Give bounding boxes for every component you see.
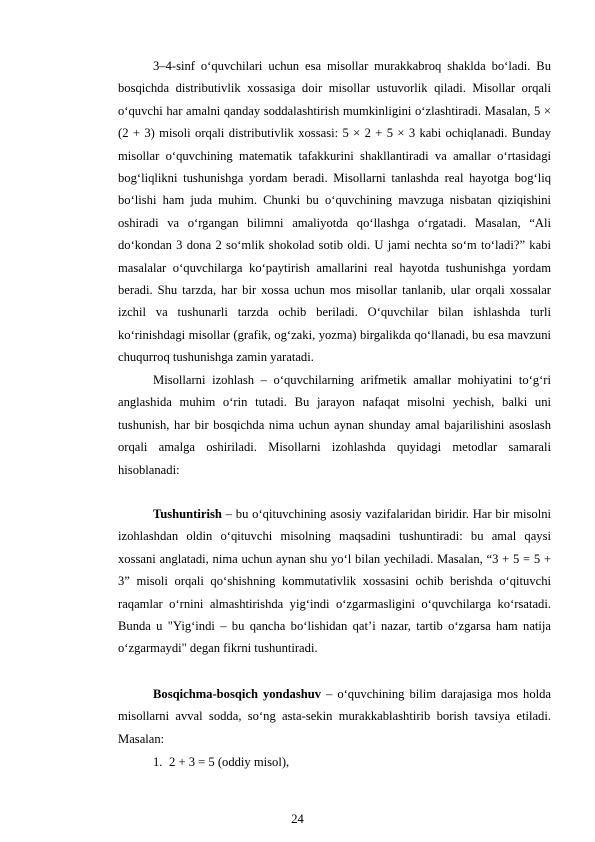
paragraph-1 <box>118 55 551 369</box>
paragraph-4-text: – o‘quvchining bilim darajasiga mos holda misollarni avval sodda, so‘ng asta-sekin murakkablashtirib borish tavsiya etiladi. Masalan: <box>118 687 551 746</box>
list-item <box>118 751 551 773</box>
list-item-number: 1. <box>153 755 163 769</box>
paragraph-4 <box>118 683 551 750</box>
paragraph-3 <box>118 503 551 660</box>
paragraph-2-text: Misollarni izohlash – o‘quvchilarning arifmetik amallar mohiyatini to‘g‘ri anglashida muhim o‘rin tutadi. Bu jarayon nafaqat misolni yechish, balki uni tushunish, har bir bosqichda nima uchun aynan shunday amal bajarilishini asoslash orqali amalga oshiriladi. Misollarni izohlashda quyidagi metodlar samarali hisoblanadi: <box>118 373 551 477</box>
paragraph-4-lead: Bosqichma-bosqich yondashuv <box>153 687 322 701</box>
paragraph-1-text: 3–4-sinf o‘quvchilari uchun esa misollar murakkabroq shaklda bo‘ladi. Bu bosqichda distributivlik xossasiga doir misollar ustuvorlik qiladi. Misollar orqali o‘quvchi har amalni qanday soddalashtirish mumkinligini o‘zlashtiradi. Masalan, 5 × (2 + 3) misoli orqali distributivlik xossasi: 5 × 2 + 5 × 3 kabi ochiqlanadi. Bunday misollar o‘quvchining matematik tafakkurini shakllantiradi va amallar o‘rtasidagi bog‘liqlikni tushunishga yordam beradi. Misollarni tanlashda real hayotga bog‘liq bo‘lishi ham juda muhim. Chunki bu o‘quvchining mavzuga nisbatan qiziqishini oshiradi va o‘rgangan bilimni amaliyotda qo‘llashga o‘rgatadi. Masalan, “Ali do‘kondan 3 dona 2 so‘mlik shokolad sotib oldi. U jami nechta so‘m to‘ladi?” kabi masalalar o‘quvchilarga ko‘paytirish amallarini real hayotda tushunishga yordam beradi. Shu tarzda, har bir xossa uchun mos misollar tanlanib, ular orqali xossalar izchil va tushunarli tarzda ochib beriladi. O‘quvchilar bilan ishlashda turli ko‘rinishdagi misollar (grafik, og‘zaki, yozma) birgalikda qo‘llanadi, bu esa mavzuni chuqurroq tushunishga zamin yaratadi. <box>118 59 551 365</box>
paragraph-3-lead: Tushuntirish <box>153 507 222 521</box>
paragraph-2 <box>118 369 551 481</box>
list-item-text: 2 + 3 = 5 (oddiy misol), <box>169 755 290 769</box>
paragraph-3-text: – bu o‘qituvchining asosiy vazifalaridan biridir. Har bir misolni izohlashdan oldin o‘qituvchi misolning maqsadini tushuntiradi: bu amal qaysi xossani anglatadi, nima uchun aynan shu yo‘l bilan yechiladi. Masalan, “3 + 5 = 5 + 3” misoli orqali qo‘shishning kommutativlik xossasini ochib berishda o‘qituvchi raqamlar o‘rnini almashtirishda yig‘indi o‘zgarmasligini o‘quvchilarga ko‘rsatadi. Bunda u "Yig‘indi – bu qancha bo‘lishidan qat’i nazar, tartib o‘zgarsa ham natija o‘zgarmaydi" degan fikrni tushuntiradi. <box>118 507 551 656</box>
page-number: 24 <box>291 812 304 826</box>
